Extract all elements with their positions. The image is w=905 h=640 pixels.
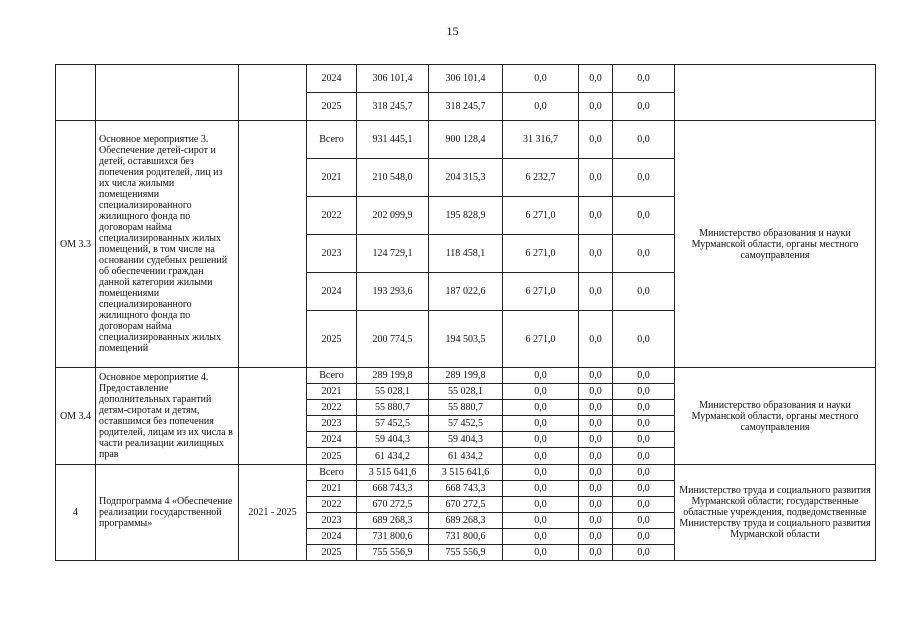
regional-budget-cell: 689 268,3 [429, 513, 503, 529]
other-sources-cell: 0,0 [613, 529, 675, 545]
total-cell: 57 452,5 [357, 416, 429, 432]
year-cell: 2023 [307, 235, 357, 273]
total-cell: 731 800,6 [357, 529, 429, 545]
total-cell: 689 268,3 [357, 513, 429, 529]
local-budget-cell: 0,0 [503, 448, 579, 465]
row-period-cell: 2021 - 2025 [239, 465, 307, 561]
regional-budget-cell: 187 022,6 [429, 273, 503, 311]
year-cell: Всего [307, 368, 357, 384]
total-cell: 59 404,3 [357, 432, 429, 448]
local-budget-cell: 0,0 [503, 65, 579, 93]
other-sources-cell: 0,0 [613, 416, 675, 432]
federal-budget-cell: 0,0 [579, 497, 613, 513]
year-cell: 2025 [307, 93, 357, 121]
total-cell: 202 099,9 [357, 197, 429, 235]
total-cell: 55 028,1 [357, 384, 429, 400]
total-cell: 289 199,8 [357, 368, 429, 384]
regional-budget-cell: 289 199,8 [429, 368, 503, 384]
responsible-cell: Министерство образования и науки Мурманской области, органы местного самоуправления [675, 121, 876, 368]
federal-budget-cell: 0,0 [579, 432, 613, 448]
other-sources-cell: 0,0 [613, 273, 675, 311]
local-budget-cell: 0,0 [503, 497, 579, 513]
regional-budget-cell: 670 272,5 [429, 497, 503, 513]
regional-budget-cell: 55 880,7 [429, 400, 503, 416]
table-row [56, 121, 876, 159]
total-cell: 210 548,0 [357, 159, 429, 197]
federal-budget-cell: 0,0 [579, 368, 613, 384]
federal-budget-cell: 0,0 [579, 529, 613, 545]
table-row [56, 368, 876, 384]
year-cell: 2023 [307, 513, 357, 529]
federal-budget-cell: 0,0 [579, 448, 613, 465]
other-sources-cell: 0,0 [613, 432, 675, 448]
regional-budget-cell: 204 315,3 [429, 159, 503, 197]
row-code-cell: 4 [56, 465, 96, 561]
year-cell: Всего [307, 465, 357, 481]
federal-budget-cell: 0,0 [579, 197, 613, 235]
year-cell: 2023 [307, 416, 357, 432]
other-sources-cell: 0,0 [613, 545, 675, 561]
total-cell: 931 445,1 [357, 121, 429, 159]
regional-budget-cell: 55 028,1 [429, 384, 503, 400]
year-cell: 2022 [307, 497, 357, 513]
year-cell: 2024 [307, 273, 357, 311]
total-cell: 200 774,5 [357, 311, 429, 368]
year-cell: 2021 [307, 159, 357, 197]
other-sources-cell: 0,0 [613, 513, 675, 529]
other-sources-cell: 0,0 [613, 481, 675, 497]
row-period-cell [239, 121, 307, 368]
federal-budget-cell: 0,0 [579, 384, 613, 400]
row-name-cell: Основное мероприятие 4. Предоставление дополнительных гарантий детям-сиротам и детям, оставшимся без попечения родителей, лицам из их числа в части реализации жилищных прав [96, 368, 239, 465]
total-cell: 755 556,9 [357, 545, 429, 561]
regional-budget-cell: 118 458,1 [429, 235, 503, 273]
total-cell: 306 101,4 [357, 65, 429, 93]
financing-table [55, 64, 876, 561]
other-sources-cell: 0,0 [613, 65, 675, 93]
year-cell: 2021 [307, 481, 357, 497]
row-name-cell [96, 65, 239, 121]
responsible-cell: Министерство труда и социального развития Мурманской области; государственные областные учреждения, подведомственные Министерству труда и социального развития Мурманской области [675, 465, 876, 561]
local-budget-cell: 6 271,0 [503, 311, 579, 368]
year-cell: 2022 [307, 400, 357, 416]
regional-budget-cell: 57 452,5 [429, 416, 503, 432]
local-budget-cell: 6 232,7 [503, 159, 579, 197]
local-budget-cell: 0,0 [503, 93, 579, 121]
federal-budget-cell: 0,0 [579, 93, 613, 121]
local-budget-cell: 6 271,0 [503, 235, 579, 273]
row-period-cell [239, 368, 307, 465]
other-sources-cell: 0,0 [613, 159, 675, 197]
regional-budget-cell: 755 556,9 [429, 545, 503, 561]
local-budget-cell: 0,0 [503, 465, 579, 481]
other-sources-cell: 0,0 [613, 497, 675, 513]
local-budget-cell: 0,0 [503, 416, 579, 432]
regional-budget-cell: 59 404,3 [429, 432, 503, 448]
other-sources-cell: 0,0 [613, 311, 675, 368]
year-cell: 2024 [307, 432, 357, 448]
federal-budget-cell: 0,0 [579, 159, 613, 197]
other-sources-cell: 0,0 [613, 384, 675, 400]
other-sources-cell: 0,0 [613, 368, 675, 384]
table-row [56, 65, 876, 93]
row-code-cell [56, 65, 96, 121]
row-code-cell: ОМ 3.4 [56, 368, 96, 465]
other-sources-cell: 0,0 [613, 121, 675, 159]
responsible-cell: Министерство образования и науки Мурманской области, органы местного самоуправления [675, 368, 876, 465]
federal-budget-cell: 0,0 [579, 121, 613, 159]
federal-budget-cell: 0,0 [579, 513, 613, 529]
federal-budget-cell: 0,0 [579, 400, 613, 416]
row-name-cell: Основное мероприятие 3. Обеспечение детей-сирот и детей, оставшихся без попечения родителей, лиц из их числа жилыми помещениями специализированного жилищного фонда по договорам найма специализированных жилых помещений, в том числе на основании судебных решений об обеспечении граждан данной категории жилыми помещениями специализированного жилищного фонда по договорам найма специализированных жилых помещений [96, 121, 239, 368]
other-sources-cell: 0,0 [613, 448, 675, 465]
table-body [56, 65, 876, 561]
regional-budget-cell: 306 101,4 [429, 65, 503, 93]
local-budget-cell: 0,0 [503, 384, 579, 400]
federal-budget-cell: 0,0 [579, 465, 613, 481]
local-budget-cell: 0,0 [503, 481, 579, 497]
local-budget-cell: 0,0 [503, 545, 579, 561]
year-cell: 2025 [307, 545, 357, 561]
federal-budget-cell: 0,0 [579, 481, 613, 497]
regional-budget-cell: 731 800,6 [429, 529, 503, 545]
local-budget-cell: 6 271,0 [503, 197, 579, 235]
other-sources-cell: 0,0 [613, 93, 675, 121]
local-budget-cell: 31 316,7 [503, 121, 579, 159]
local-budget-cell: 0,0 [503, 368, 579, 384]
regional-budget-cell: 3 515 641,6 [429, 465, 503, 481]
total-cell: 318 245,7 [357, 93, 429, 121]
other-sources-cell: 0,0 [613, 400, 675, 416]
regional-budget-cell: 668 743,3 [429, 481, 503, 497]
year-cell: 2022 [307, 197, 357, 235]
page-number: 15 [446, 24, 459, 38]
federal-budget-cell: 0,0 [579, 311, 613, 368]
table-row [56, 465, 876, 481]
row-name-cell: Подпрограмма 4 «Обеспечение реализации государственной программы» [96, 465, 239, 561]
year-cell: 2025 [307, 311, 357, 368]
total-cell: 124 729,1 [357, 235, 429, 273]
responsible-cell [675, 65, 876, 121]
federal-budget-cell: 0,0 [579, 416, 613, 432]
total-cell: 3 515 641,6 [357, 465, 429, 481]
federal-budget-cell: 0,0 [579, 273, 613, 311]
year-cell: Всего [307, 121, 357, 159]
total-cell: 55 880,7 [357, 400, 429, 416]
row-code-cell: ОМ 3.3 [56, 121, 96, 368]
year-cell: 2021 [307, 384, 357, 400]
regional-budget-cell: 318 245,7 [429, 93, 503, 121]
regional-budget-cell: 195 828,9 [429, 197, 503, 235]
other-sources-cell: 0,0 [613, 465, 675, 481]
local-budget-cell: 6 271,0 [503, 273, 579, 311]
row-period-cell [239, 65, 307, 121]
local-budget-cell: 0,0 [503, 400, 579, 416]
year-cell: 2025 [307, 448, 357, 465]
federal-budget-cell: 0,0 [579, 545, 613, 561]
total-cell: 193 293,6 [357, 273, 429, 311]
regional-budget-cell: 194 503,5 [429, 311, 503, 368]
total-cell: 668 743,3 [357, 481, 429, 497]
other-sources-cell: 0,0 [613, 197, 675, 235]
year-cell: 2024 [307, 65, 357, 93]
year-cell: 2024 [307, 529, 357, 545]
federal-budget-cell: 0,0 [579, 235, 613, 273]
local-budget-cell: 0,0 [503, 432, 579, 448]
total-cell: 61 434,2 [357, 448, 429, 465]
regional-budget-cell: 900 128,4 [429, 121, 503, 159]
total-cell: 670 272,5 [357, 497, 429, 513]
other-sources-cell: 0,0 [613, 235, 675, 273]
local-budget-cell: 0,0 [503, 513, 579, 529]
regional-budget-cell: 61 434,2 [429, 448, 503, 465]
federal-budget-cell: 0,0 [579, 65, 613, 93]
local-budget-cell: 0,0 [503, 529, 579, 545]
